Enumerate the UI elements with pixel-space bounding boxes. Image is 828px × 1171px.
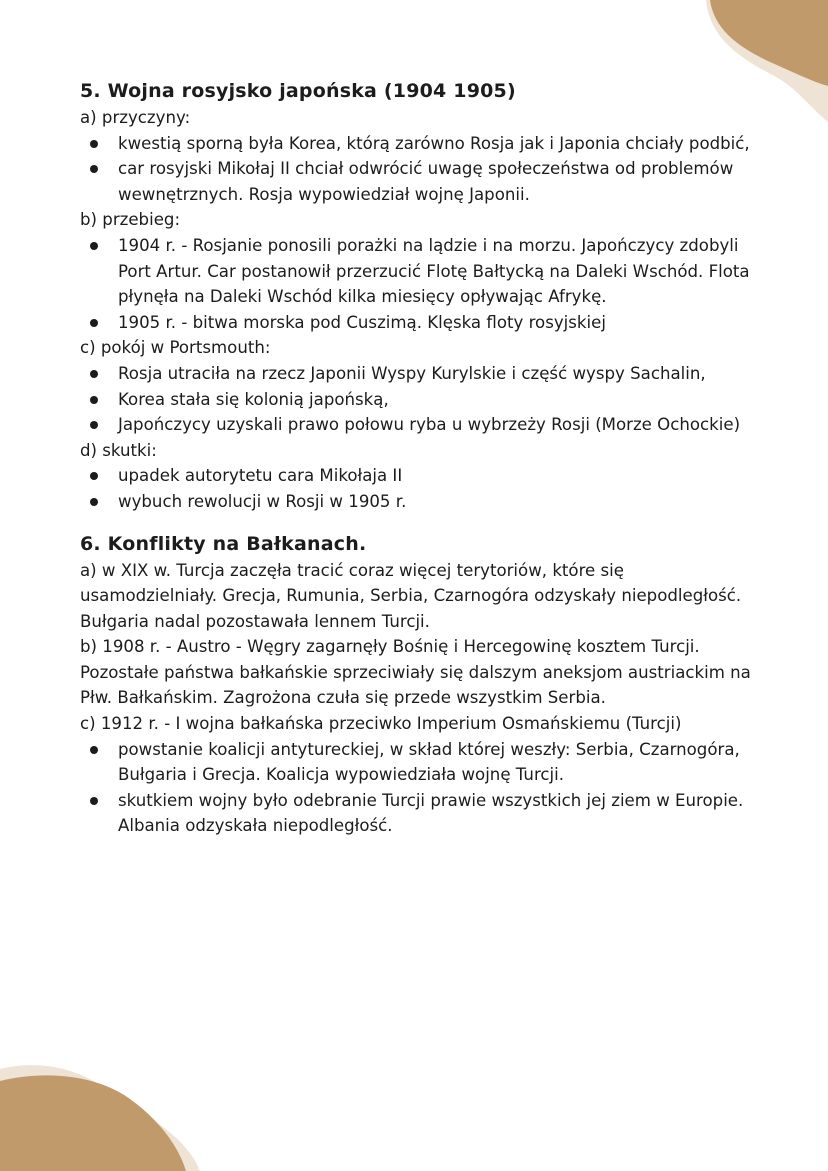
section-6-c-list — [80, 737, 760, 839]
section-5-heading: 5. Wojna rosyjsko japońska (1904 1905) — [80, 80, 516, 102]
list-item: kwestią sporną była Korea, którą zarówno Rosja jak i Japonia chciały podbić, — [118, 131, 760, 157]
list-item: car rosyjski Mikołaj II chciał odwrócić uwagę społeczeństwa od problemów wewnętrznych. Rosja wypowiedział wojnę Japonii. — [118, 156, 760, 207]
section-5-c-label: c) pokój w Portsmouth: — [80, 338, 271, 358]
list-item: 1905 r. - bitwa morska pod Cuszimą. Klęska floty rosyjskiej — [118, 310, 760, 336]
notes-page — [80, 80, 760, 839]
list-item: Japończycy uzyskali prawo połowu ryba u wybrzeży Rosji (Morze Ochockie) — [118, 412, 760, 438]
section-6-heading: 6. Konflikty na Bałkanach. — [80, 532, 367, 555]
list-item: upadek autorytetu cara Mikołaja II — [118, 463, 760, 489]
section-5-d-list — [80, 463, 760, 514]
list-item: Korea stała się kolonią japońską, — [118, 387, 760, 413]
section-5-d-label: d) skutki: — [80, 440, 157, 460]
section-5-a-label: a) przyczyny: — [80, 108, 191, 127]
section-5-a-list — [80, 131, 760, 208]
section-6-b-text: b) 1908 r. - Austro - Węgry zagarnęły Bośnię i Hercegowinę kosztem Turcji. Pozostałe państwa bałkańskie sprzeciwiały się dalszym aneksjom austriackim na Płw. Bałkańskim. Zagrożona czuła się przede wszystkim Serbia. — [80, 637, 751, 708]
list-item: 1904 r. - Rosjanie ponosili porażki na lądzie i na morzu. Japończycy zdobyli Port Artur. Car postanowił przerzucić Flotę Bałtycką na Daleki Wschód. Flota płynęła na Daleki Wschód kilka miesięcy opływając Afrykę. — [118, 233, 760, 310]
list-item: powstanie koalicji antytureckiej, w skład której weszły: Serbia, Czarnogóra, Bułgaria i Grecja. Koalicja wypowiedziała wojnę Turcji. — [118, 737, 760, 788]
section-6-c-text: c) 1912 r. - I wojna bałkańska przeciwko Imperium Osmańskiemu (Turcji) — [80, 714, 682, 734]
list-item: wybuch rewolucji w Rosji w 1905 r. — [118, 489, 760, 515]
list-item: Rosja utraciła na rzecz Japonii Wyspy Kurylskie i część wyspy Sachalin, — [118, 361, 760, 387]
decorative-blob-bottom-left — [0, 1061, 200, 1171]
section-5-b-list — [80, 233, 760, 335]
section-5-b-label: b) przebieg: — [80, 210, 181, 230]
list-item: skutkiem wojny było odebranie Turcji prawie wszystkich jej ziem w Europie. Albania odzyskała niepodległość. — [118, 788, 760, 839]
section-5-c-list — [80, 361, 760, 438]
section-6-a-text: a) w XIX w. Turcja zaczęła tracić coraz więcej terytoriów, które się usamodzielniały. Grecja, Rumunia, Serbia, Czarnogóra odzyskały niepodległość. Bułgaria nadal pozostawała lennem Turcji. — [80, 560, 742, 631]
